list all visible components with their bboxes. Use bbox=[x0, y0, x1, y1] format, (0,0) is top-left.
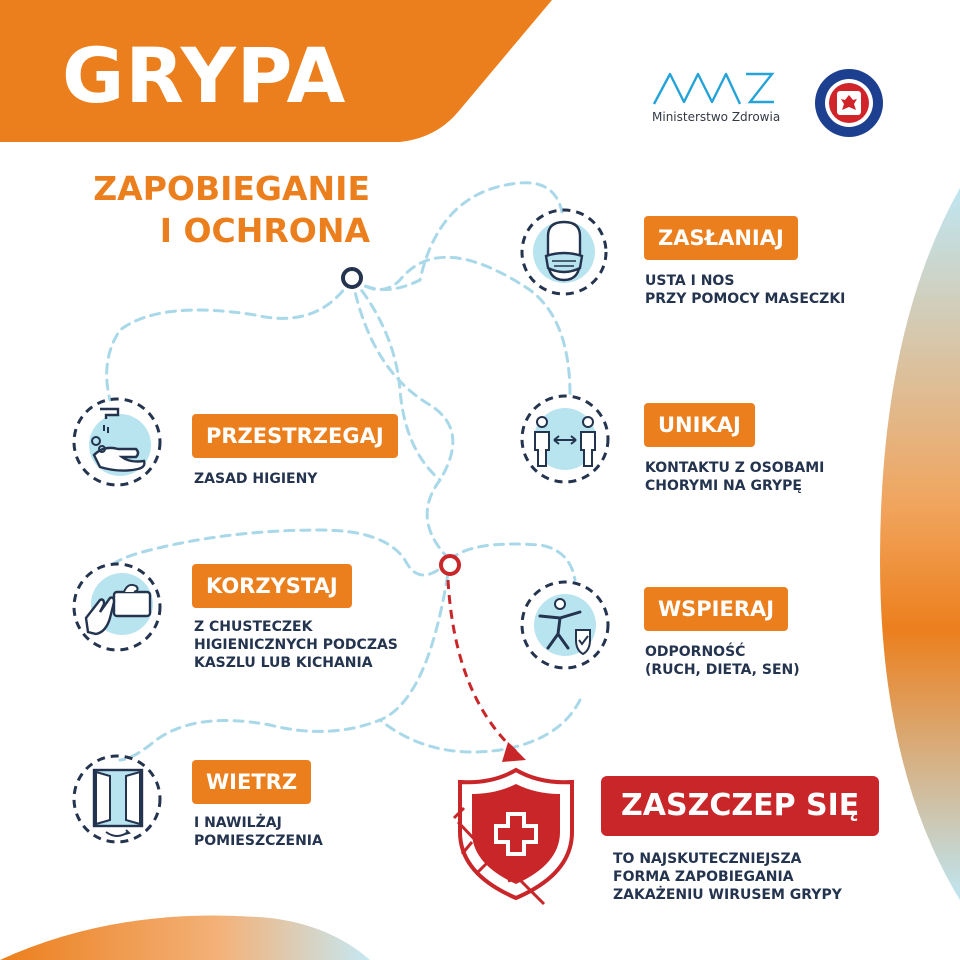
vaccine-desc-line: ZAKAŻENIU WIRUSEM GRYPY bbox=[613, 887, 842, 903]
step-desc-support bbox=[645, 643, 800, 679]
step-desc-use bbox=[194, 618, 398, 672]
step-desc-ventilate bbox=[194, 814, 323, 850]
vaccine-shield-icon bbox=[448, 762, 594, 908]
step-desc-follow bbox=[194, 470, 317, 488]
step-desc-line: KONTAKTU Z OSOBAMI bbox=[645, 460, 825, 476]
face-mask-icon bbox=[518, 206, 610, 298]
step-title-avoid: UNIKAJ bbox=[644, 403, 755, 447]
ministry-logo-label: Ministerstwo Zdrowia bbox=[652, 110, 781, 124]
step-desc-line: KASZLU LUB KICHANIA bbox=[194, 655, 373, 671]
vaccine-desc-line: FORMA ZAPOBIEGANIA bbox=[613, 869, 794, 885]
step-desc-line: ODPORNOŚĆ bbox=[645, 644, 746, 660]
page-title: GRYPA bbox=[62, 31, 347, 120]
step-desc-line: HIGIENICZNYCH PODCZAS bbox=[194, 637, 398, 653]
hand-washing-icon bbox=[70, 395, 164, 489]
vaccine-desc-line: TO NAJSKUTECZNIEJSZA bbox=[613, 851, 802, 867]
step-title-ventilate: WIETRZ bbox=[192, 760, 311, 804]
subtitle-line-1: ZAPOBIEGANIE bbox=[93, 169, 370, 208]
step-desc-cover bbox=[645, 272, 845, 308]
step-title-follow: PRZESTRZEGAJ bbox=[192, 414, 398, 458]
subtitle-line-2: I OCHRONA bbox=[159, 211, 370, 250]
immunity-icon bbox=[518, 578, 612, 672]
vaccine-desc bbox=[613, 850, 842, 904]
step-desc-line: POMIESZCZENIA bbox=[194, 833, 323, 849]
page-subtitle bbox=[93, 168, 370, 252]
ministry-logo-icon bbox=[650, 66, 780, 110]
step-title-cover: ZASŁANIAJ bbox=[644, 216, 798, 260]
window-ventilation-icon bbox=[70, 752, 164, 846]
step-desc-line: CHORYMI NA GRYPĘ bbox=[645, 478, 802, 494]
step-desc-line: (RUCH, DIETA, SEN) bbox=[645, 662, 800, 678]
step-desc-line: ZASAD HIGIENY bbox=[194, 471, 318, 487]
social-distance-icon bbox=[518, 392, 612, 486]
step-desc-line: USTA I NOS bbox=[645, 273, 735, 289]
step-desc-avoid bbox=[645, 459, 824, 495]
step-title-support: WSPIERAJ bbox=[644, 587, 788, 631]
vaccine-title: ZASZCZEP SIĘ bbox=[601, 776, 879, 836]
step-desc-line: PRZY POMOCY MASECZKI bbox=[645, 291, 846, 307]
step-desc-line: I NAWILŻAJ bbox=[194, 815, 282, 831]
sanitary-inspection-seal-icon bbox=[812, 66, 886, 140]
step-title-use: KORZYSTAJ bbox=[192, 564, 352, 608]
step-desc-line: Z CHUSTECZEK bbox=[194, 619, 313, 635]
tissue-icon bbox=[70, 560, 164, 654]
